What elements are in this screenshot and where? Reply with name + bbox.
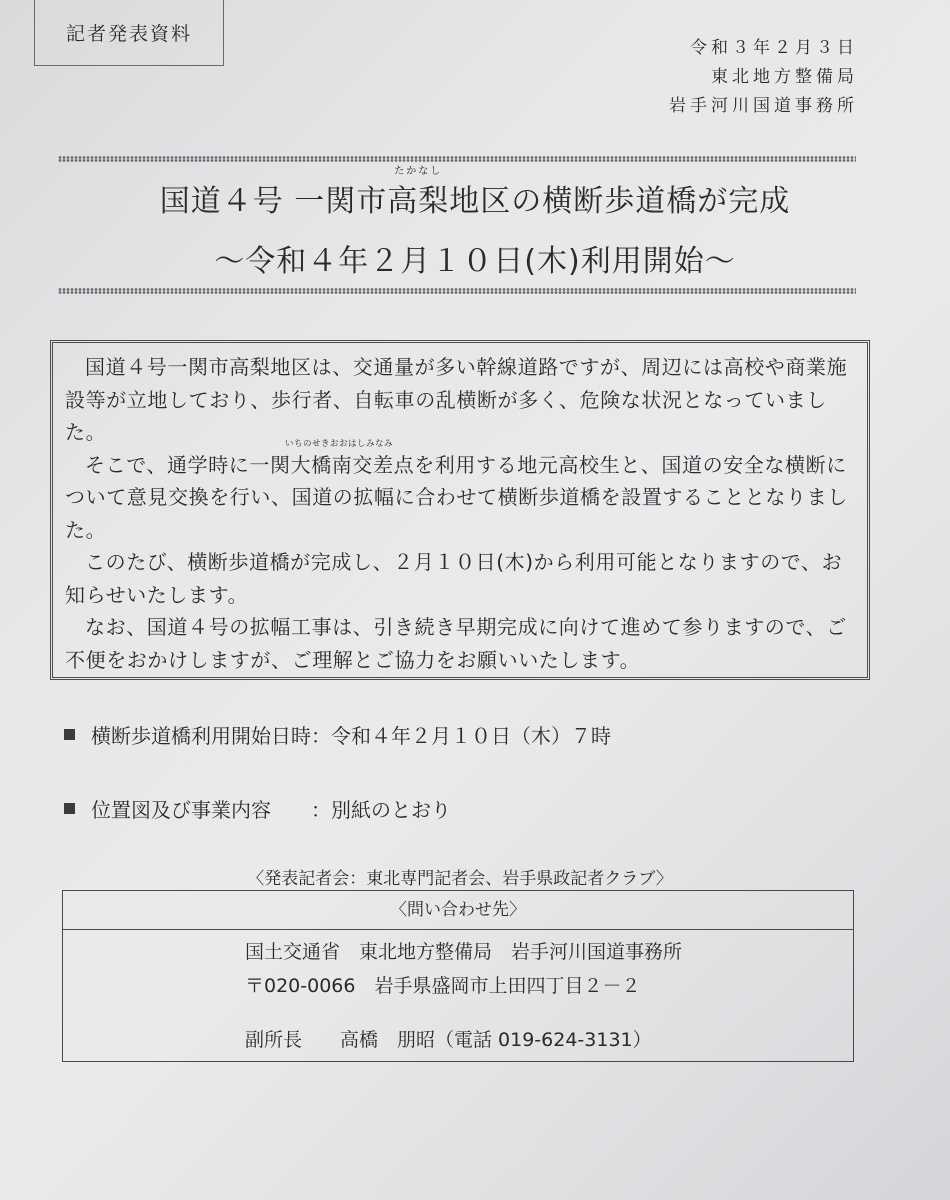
title-text-end: 地区の横断歩道橋が完成 bbox=[449, 184, 791, 219]
location-map-item bbox=[64, 794, 451, 823]
bullet-square-icon bbox=[64, 803, 75, 814]
title-ruby-reading: たかなし bbox=[394, 166, 443, 177]
contact-address: 〒020-0066 岩手県盛岡市上田四丁目２－２ bbox=[245, 975, 641, 997]
start-datetime-text: 横断歩道橋利用開始日時：令和４年２月１０日（木）７時 bbox=[91, 724, 611, 748]
summary-paragraph: このたび、横断歩道橋が完成し、２月１０日(木)から利用可能となりますので、お知らせいたします。 bbox=[65, 550, 843, 607]
contact-person: 副所長 高橋 朋昭（電話 019-624-3131） bbox=[245, 1029, 652, 1051]
summary-paragraph: 国道４号一関市高梨地区は、交通量が多い幹線道路ですが、周辺には高校や商業施設等が立地しており、歩行者、自転車の乱横断が多く、危険な状況となっていました。 bbox=[65, 355, 848, 444]
press-release-label: 記者発表資料 bbox=[34, 0, 224, 66]
contact-box bbox=[62, 890, 854, 1062]
press-club-note: 〈発表記者会：東北専門記者会、岩手県政記者クラブ〉 bbox=[247, 869, 673, 889]
dotted-divider-top bbox=[58, 156, 856, 162]
issuer-office: 岩手河川国道事務所 bbox=[669, 96, 858, 116]
issuer-bureau: 東北地方整備局 bbox=[711, 67, 858, 87]
summary-box bbox=[50, 340, 870, 680]
summary-paragraph: そこで、通学時に一関大橋南交差点を利用する地元高校生と、国道の安全な横断について意見交換を行い、国道の拡幅に合わせて横断歩道橋を設置することとなりました。 bbox=[65, 452, 848, 542]
document-subtitle: ～令和４年２月１０日(木)利用開始～ bbox=[214, 244, 736, 279]
issuer-block bbox=[669, 34, 858, 121]
summary-paragraph: なお、国道４号の拡幅工事は、引き続き早期完成に向けて進めて参りますので、ご不便をおかけしますが、ご理解とご協力をお願いいたします。 bbox=[65, 615, 847, 672]
issue-date: 令和３年２月３日 bbox=[690, 38, 858, 58]
contact-heading: 〈問い合わせ先〉 bbox=[63, 891, 853, 930]
title-ruby-base: 高梨 bbox=[387, 184, 450, 219]
ruby-note: いちのせきおおはしみなみ bbox=[285, 439, 394, 449]
title-ruby-word bbox=[387, 166, 450, 220]
dotted-divider-bottom bbox=[58, 288, 856, 294]
bullet-square-icon bbox=[64, 729, 75, 740]
contact-organization: 国土交通省 東北地方整備局 岩手河川国道事務所 bbox=[245, 941, 683, 963]
location-map-text: 位置図及び事業内容 ：別紙のとおり bbox=[91, 798, 451, 822]
title-text-start: 国道４号 一関市 bbox=[159, 184, 388, 219]
document-title bbox=[0, 166, 950, 220]
start-datetime-item bbox=[64, 720, 611, 749]
